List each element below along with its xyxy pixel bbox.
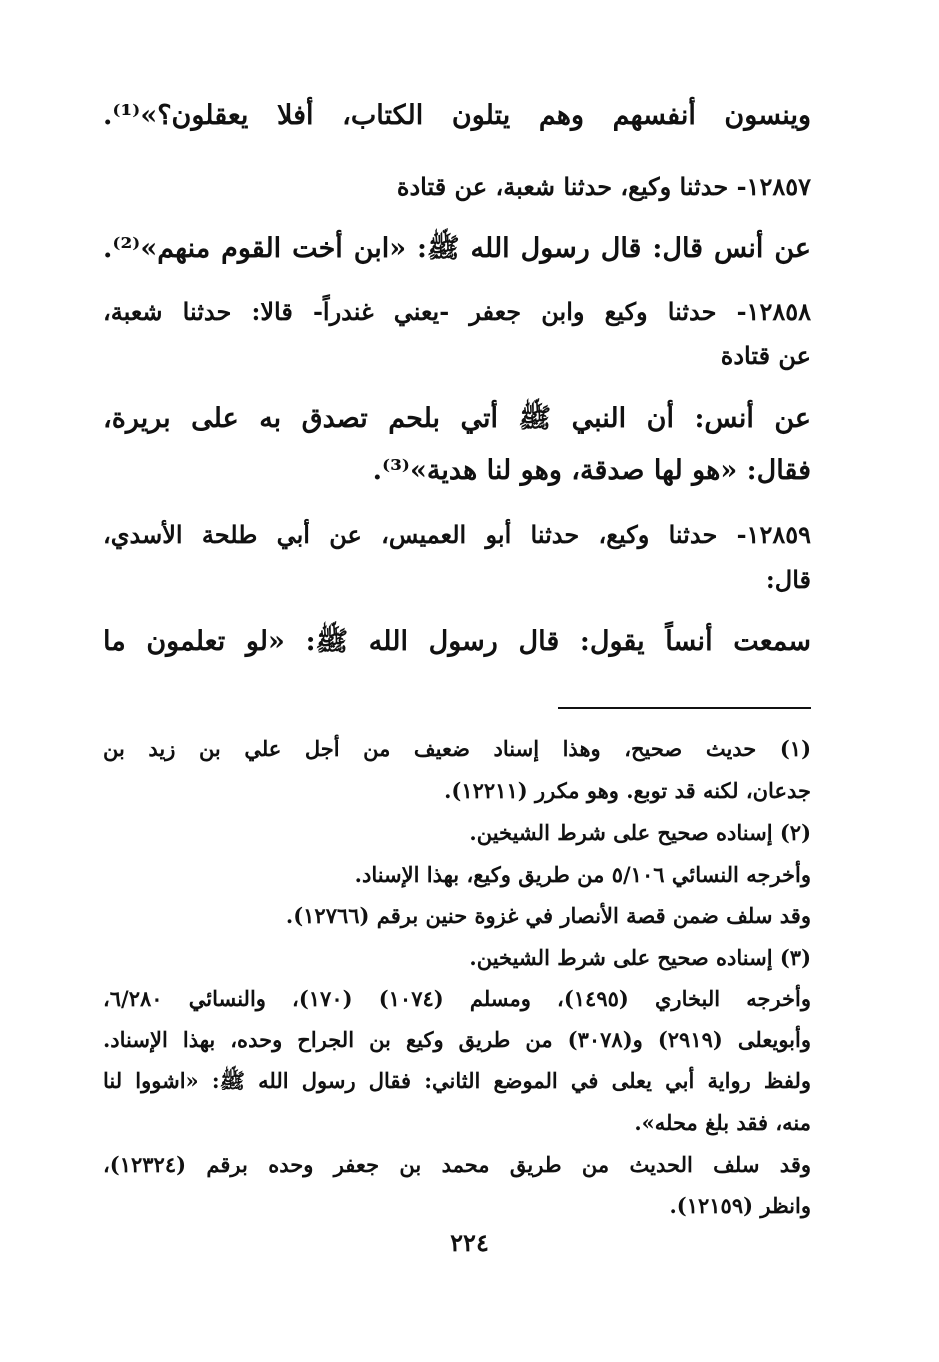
footnote-line-4: وأخرجه النسائي ٥/١٠٦ من طريق وكيع، بهذا الإسناد. (354, 862, 811, 887)
footnote-line-7: وأخرجه البخاري (١٤٩٥)، ومسلم (١٠٧٤) (١٧٠)، والنسائي ٦/٢٨٠، (103, 986, 812, 1011)
footnote-line-2: جدعان، لكنه قد توبع. وهو مكرر (١٢٢١١). (444, 778, 811, 803)
main-line-6: عن أنس: أن النبي ﷺ أتي بلحم تصدق به على بريرة، (103, 403, 811, 434)
footnote-line-5: وقد سلف ضمن قصة الأنصار في غزوة حنين برقم (١٢٧٦٦). (285, 903, 811, 928)
footnote-line-6: (٣) إسناده صحيح على شرط الشيخين. (469, 945, 811, 970)
main-line-3: عن أنس قال: قال رسول الله ﷺ: «ابن أخت القوم منهم»⁽²⁾. (103, 233, 811, 264)
main-line-10: سمعت أنساً يقول: قال رسول الله ﷺ: «لو تعلمون ما (103, 626, 811, 657)
footnote-line-8: وأبويعلى (٢٩١٩) و(٣٠٧٨) من طريق وكيع بن الجراح وحده، بهذا الإسناد. (103, 1027, 811, 1052)
main-line-7: فقال: «هو لها صدقة، وهو لنا هدية»⁽³⁾. (372, 455, 811, 486)
footnote-line-3: (٢) إسناده صحيح على شرط الشيخين. (469, 820, 811, 845)
page-number: ٢٢٤ (450, 1228, 489, 1257)
footnote-line-12: وانظر (١٢١٥٩). (669, 1193, 811, 1218)
hadith-12859-heading-cont: قال: (765, 565, 811, 594)
hadith-12859-heading: ١٢٨٥٩- حدثنا وكيع، حدثنا أبو العميس، عن أبي طلحة الأسدي، (103, 520, 811, 549)
hadith-12858-heading: ١٢٨٥٨- حدثنا وكيع وابن جعفر -يعني غندراً- قالا: حدثنا شعبة، (103, 297, 811, 326)
hadith-12858-heading-cont: عن قتادة (720, 341, 811, 370)
footnote-line-1: (١) حديث صحيح، وهذا إسناد ضعيف من أجل علي بن زيد بن (103, 736, 811, 761)
footnote-line-11: وقد سلف الحديث من طريق محمد بن جعفر وحده برقم (١٢٣٢٤)، (103, 1152, 811, 1177)
hadith-12857-heading: ١٢٨٥٧- حدثنا وكيع، حدثنا شعبة، عن قتادة (396, 172, 811, 201)
footnote-line-10: منه، فقد بلغ محله». (634, 1110, 811, 1135)
footnote-separator (558, 707, 811, 709)
footnote-line-9: ولفظ رواية أبي يعلى في الموضع الثاني: فقال رسول الله ﷺ: «اشووا لنا (103, 1068, 811, 1093)
main-line-1: وينسون أنفسهم وهم يتلون الكتاب، أفلا يعقلون؟»⁽¹⁾. (103, 100, 811, 131)
